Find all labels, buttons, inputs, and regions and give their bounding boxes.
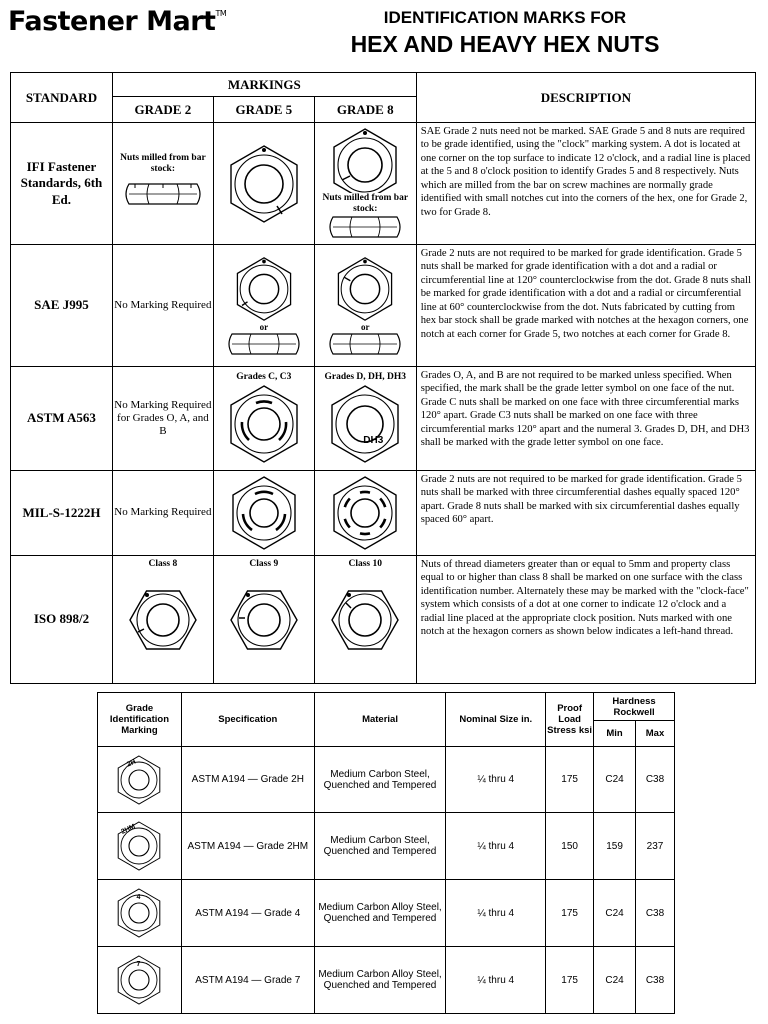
- min-cell: C24: [594, 880, 636, 947]
- max-cell: 237: [636, 813, 675, 880]
- spec-cell: ASTM A194 — Grade 2HM: [181, 813, 314, 880]
- size-cell: ¼ thru 4: [446, 947, 546, 1014]
- marking-text: 7: [136, 961, 141, 968]
- nut-six-dashes-icon: [327, 475, 403, 551]
- nut-clock-grade-8-icon: [325, 127, 405, 193]
- proof-cell: 175: [546, 880, 594, 947]
- size-cell: ¼ thru 4: [446, 813, 546, 880]
- table-row: [98, 747, 675, 813]
- table-row: [98, 813, 675, 880]
- marking-cell: [98, 747, 182, 813]
- table-row: [98, 947, 675, 1014]
- standard-cell: IFI Fastener Standards, 6th Ed.: [11, 123, 113, 245]
- grade-2-text: No Marking Required: [112, 245, 213, 367]
- astm-a194-table: [97, 692, 675, 1014]
- nut-dh3-wrapper: [325, 383, 405, 465]
- table-row: [11, 556, 756, 684]
- marking-cell: [98, 813, 182, 880]
- nut-three-dashes-icon: [226, 475, 302, 551]
- header-max: Max: [636, 721, 675, 747]
- grade-2-marking: [112, 556, 213, 684]
- material-cell: Medium Carbon Steel, Quenched and Tempered: [314, 813, 446, 880]
- nut-dot-line-grade-5-icon: [229, 256, 299, 322]
- spec-cell: ASTM A194 — Grade 2H: [181, 747, 314, 813]
- min-cell: 159: [594, 813, 636, 880]
- grade-2-text: No Marking Required: [112, 471, 213, 556]
- nut-three-arcs-icon: [224, 383, 304, 465]
- marking-cell: [98, 880, 182, 947]
- description-cell: Nuts of thread diameters greater than or equal to 5mm and property class equal to or higher than class 8 shall be marked on one surface with the class identification number. Alternately these may be marked with the "clock-face" system which consists of a dot at one corner to indicate 12 o'clock and a radial line placed at the appropriate clock position. Nuts marked with one notch at the hexagon corners as shown below indicates a left-hand thread.: [416, 556, 755, 684]
- header-grade-2: GRADE 2: [112, 97, 213, 123]
- standard-cell: ISO 898/2: [11, 556, 113, 684]
- table-row: [98, 880, 675, 947]
- or-label: or: [259, 321, 269, 332]
- table-row: [11, 245, 756, 367]
- markings-table: [10, 72, 756, 684]
- standard-cell: MIL-S-1222H: [11, 471, 113, 556]
- grade-8-marking: [314, 367, 416, 471]
- header-proof-load: Proof Load Stress ksi: [546, 693, 594, 747]
- logo-text: Fastener Mart: [8, 6, 216, 37]
- marking-text: 2HM: [120, 823, 138, 836]
- grade-5-marking: [213, 367, 314, 471]
- grade-8-marking: [314, 123, 416, 245]
- table-row: [11, 123, 756, 245]
- description-cell: Grade 2 nuts are not required to be marked for grade identification. Grade 5 nuts shall be marked for grade identification with a dot and a radial or circumferential line at 120° counterclockwise from the dot. Grade 8 nuts shall be marked for grade identification with a dot and a radial or circumferential line at 60° counterclockwise from the dot. Nuts fabricated by cutting from hex bar stock shall be grade marked with notches at the hexagon corners, one notch at each corner for Grade 5, two notches at each corner for Grade 8.: [416, 245, 755, 367]
- proof-cell: 175: [546, 747, 594, 813]
- or-label: or: [361, 321, 370, 332]
- title-line-2: HEX AND HEAVY HEX NUTS: [350, 31, 660, 57]
- nut-dh3-icon: [325, 383, 405, 465]
- grade-8-marking: [314, 471, 416, 556]
- grade-8-marking: [314, 245, 416, 367]
- marking-text: 2H: [126, 757, 138, 769]
- header-min: Min: [594, 721, 636, 747]
- nut-marking-icon: [113, 754, 165, 806]
- standard-cell: SAE J995: [11, 245, 113, 367]
- grade-8-label: Grades D, DH, DH3: [324, 372, 407, 383]
- header-grade-5: GRADE 5: [213, 97, 314, 123]
- size-cell: ¼ thru 4: [446, 880, 546, 947]
- marking-text: 4: [136, 894, 141, 901]
- standard-cell: ASTM A563: [11, 367, 113, 471]
- spec-cell: ASTM A194 — Grade 4: [181, 880, 314, 947]
- min-cell: C24: [594, 747, 636, 813]
- side-nut-two-notch-icon: [327, 214, 403, 240]
- table-row: [11, 471, 756, 556]
- size-cell: ¼ thru 4: [446, 747, 546, 813]
- nut-class-8-icon: [125, 582, 201, 658]
- proof-cell: 175: [546, 947, 594, 1014]
- grade-2-label: Nuts milled from bar stock:: [120, 152, 206, 174]
- description-cell: Grade 2 nuts are not required to be marked for grade identification. Grade 5 nuts shall be marked with three circumferential dashes equally spaced 120° apart. Grade 8 nuts shall be marked with six circumferential dashes equally spaced 60° apart.: [416, 471, 755, 556]
- grade-5-marking: [213, 556, 314, 684]
- logo: [8, 6, 226, 37]
- nut-dot-line-grade-8-icon: [330, 256, 400, 322]
- grade-2-text: No Marking Required for Grades O, A, and B: [112, 367, 213, 471]
- side-nut-notched-icon: [226, 332, 302, 356]
- table-row: [11, 367, 756, 471]
- header-standard: STANDARD: [11, 73, 113, 123]
- max-cell: C38: [636, 747, 675, 813]
- header-nominal-size: Nominal Size in.: [446, 693, 546, 747]
- material-cell: Medium Carbon Steel, Quenched and Tempered: [314, 747, 446, 813]
- nut-class-10-icon: [327, 582, 403, 658]
- header-description: DESCRIPTION: [416, 73, 755, 123]
- grade-5-marking: [213, 123, 314, 245]
- grade-8-label: Nuts milled from bar stock:: [322, 192, 409, 214]
- max-cell: C38: [636, 947, 675, 1014]
- grade-5-label: Grades C, C3: [236, 372, 292, 383]
- min-cell: C24: [594, 947, 636, 1014]
- material-cell: Medium Carbon Alloy Steel, Quenched and Tempered: [314, 880, 446, 947]
- grade-5-marking: [213, 471, 314, 556]
- max-cell: C38: [636, 880, 675, 947]
- description-cell: SAE Grade 2 nuts need not be marked. SAE Grade 5 and 8 nuts are required to be grade identified, using the "clock" marking system. A dot is located at one corner on the top surface to indicate 12 o'clock, and a radial line is placed at the 5 and 8 o'clock position to identify Grades 5 and 8 respectively. Nuts which are milled from the bar on screw machines are normally grade identified with small notches cut into the corners of the hex, one for Grade 2, two for Grade 8.: [416, 123, 755, 245]
- header-material: Material: [314, 693, 446, 747]
- trademark: TM: [215, 9, 227, 18]
- side-nut-notched-icon: [327, 332, 403, 356]
- grade-8-marking: [314, 556, 416, 684]
- nut-class-9-icon: [226, 582, 302, 658]
- title-line-1: IDENTIFICATION MARKS FOR: [383, 8, 627, 27]
- nut-clock-grade-5-icon: [221, 141, 307, 227]
- header-markings: MARKINGS: [112, 73, 416, 97]
- material-cell: Medium Carbon Alloy Steel, Quenched and Tempered: [314, 947, 446, 1014]
- grade-2-marking: [112, 123, 213, 245]
- header-specification: Specification: [181, 693, 314, 747]
- spec-cell: ASTM A194 — Grade 7: [181, 947, 314, 1014]
- dh3-mark: DH3: [363, 434, 384, 446]
- description-cell: Grades O, A, and B are not required to be marked unless specified. When specified, the mark shall be the grade letter symbol on one face of the nut. Grade C nuts shall be marked on one face with three circumferential marks 120° apart. Grade C3 nuts shall be marked on one face with three circumferential marks 120° apart and the numeral 3. Grades D, DH, and DH3 shall be marked with the grade letter symbol on one face.: [416, 367, 755, 471]
- class-8-label: Class 8: [148, 559, 178, 569]
- side-nut-one-notch-icon: [121, 174, 205, 214]
- grade-5-marking: [213, 245, 314, 367]
- class-10-label: Class 10: [348, 559, 383, 569]
- header-grade-8: GRADE 8: [314, 97, 416, 123]
- class-9-label: Class 9: [249, 559, 279, 569]
- header-hardness: Hardness Rockwell: [594, 693, 675, 721]
- header-marking: Grade Identification Marking: [98, 693, 182, 747]
- proof-cell: 150: [546, 813, 594, 880]
- marking-cell: [98, 947, 182, 1014]
